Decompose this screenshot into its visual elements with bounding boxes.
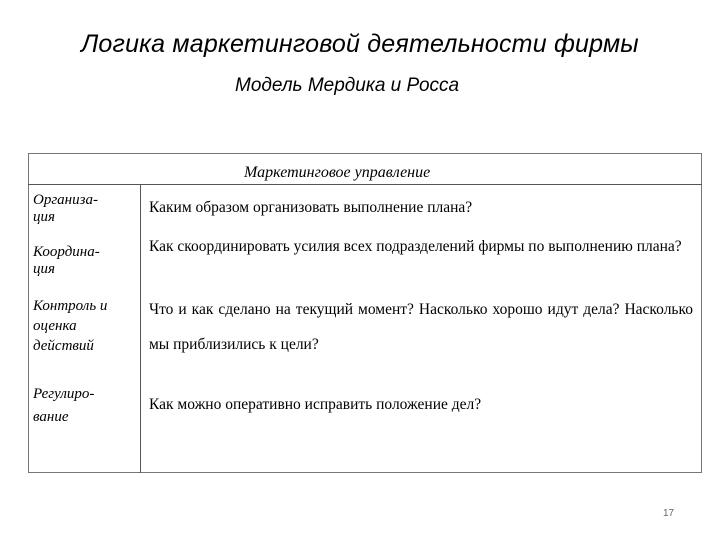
- slide-subtitle: Модель Мердика и Росса: [235, 75, 460, 96]
- column-divider: [140, 184, 141, 473]
- page-number: 17: [663, 508, 675, 519]
- row-text-regulation: Как можно оперативно исправить положение дел?: [149, 396, 482, 413]
- header-divider: [28, 184, 702, 185]
- row-label-control: Контроль и оценка действий: [33, 298, 108, 354]
- row-text-organization: Каким образом организовать выполнение плана?: [149, 199, 473, 216]
- slide-title: Логика маркетинговой деятельности фирмы: [81, 30, 639, 58]
- row-text-coordination: Как скоординировать усилия всех подразделений фирмы по выполнению плана?: [149, 238, 682, 255]
- row-label-organization: Организа- ция: [33, 192, 98, 225]
- row-label-regulation: Регулиро- вание: [33, 386, 95, 425]
- row-label-coordination: Координа- ция: [33, 244, 100, 277]
- row-text-control: Что и как сделано на текущий момент? Насколько хорошо идут дела? Насколько мы приблизились к цели?: [149, 301, 693, 353]
- table-header: Маркетинговое управление: [244, 164, 431, 181]
